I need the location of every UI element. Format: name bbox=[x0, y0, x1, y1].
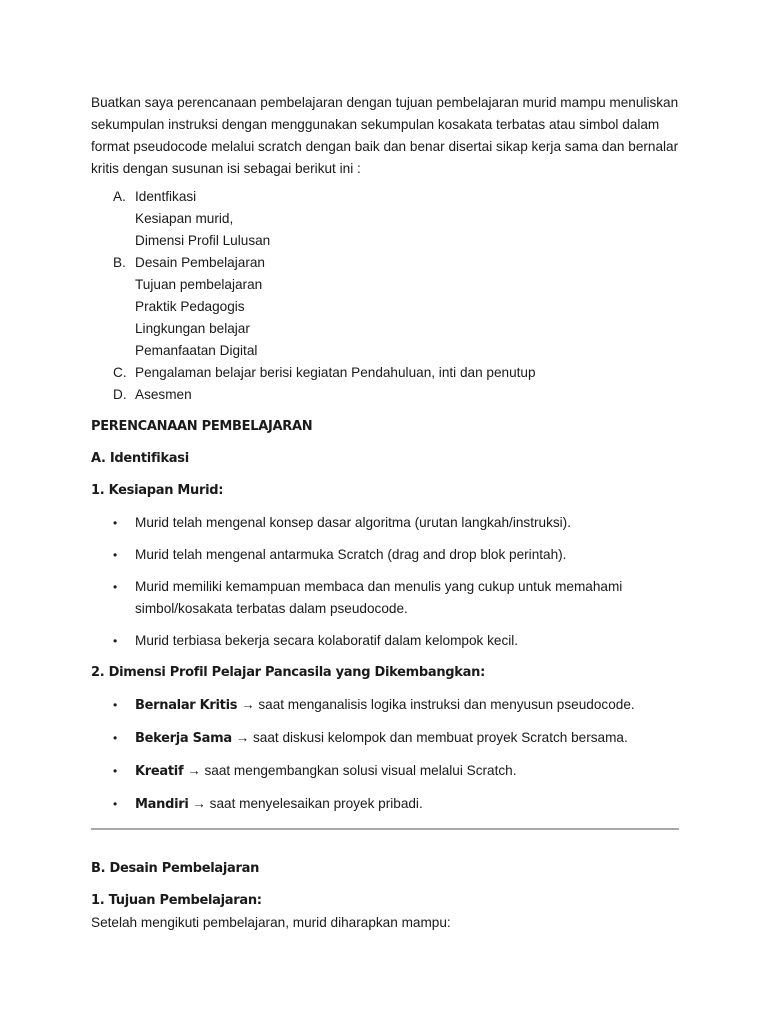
outline-line: Dimensi Profil Lulusan bbox=[135, 233, 271, 248]
dimension-term: Kreatif bbox=[135, 764, 184, 779]
list-item-text: Murid telah mengenal konsep dasar algoritma (urutan langkah/instruksi). bbox=[135, 515, 571, 530]
list-item-text: Murid terbiasa bekerja secara kolaboratif dalam kelompok kecil. bbox=[135, 633, 519, 648]
bullet-icon: • bbox=[113, 698, 118, 712]
list-item bbox=[91, 793, 679, 816]
list-item bbox=[91, 694, 679, 717]
outline-list bbox=[91, 186, 679, 406]
outline-line: Desain Pembelajaran bbox=[135, 255, 265, 270]
dimension-description: → saat mengembangkan solusi visual melalui Scratch. bbox=[183, 763, 517, 778]
bullet-icon: • bbox=[113, 764, 118, 778]
outline-letter: C. bbox=[113, 365, 127, 380]
section-divider bbox=[91, 828, 679, 830]
kesiapan-murid-heading: 1. Kesiapan Murid: bbox=[91, 483, 224, 498]
outline-item-a bbox=[91, 186, 679, 252]
outline-letter: A. bbox=[113, 189, 126, 204]
outline-body bbox=[135, 252, 679, 362]
outline-line: Identfikasi bbox=[135, 189, 197, 204]
dimension-term: Mandiri bbox=[135, 797, 189, 812]
document-page bbox=[91, 92, 679, 934]
tujuan-pembelajaran-heading: 1. Tujuan Pembelajaran: bbox=[91, 893, 262, 908]
outline-line: Tujuan pembelajaran bbox=[135, 277, 263, 292]
list-item bbox=[91, 544, 679, 566]
dimension-description: → saat menyelesaikan proyek pribadi. bbox=[188, 796, 423, 811]
bullet-icon: • bbox=[113, 731, 118, 745]
list-item-text bbox=[135, 727, 679, 750]
dimension-description: → saat menganalisis logika instruksi dan menyusun pseudocode. bbox=[237, 697, 635, 712]
bullet-icon: • bbox=[113, 548, 118, 562]
outline-item-c bbox=[91, 362, 679, 384]
dimensi-profil-heading: 2. Dimensi Profil Pelajar Pancasila yang Dikembangkan: bbox=[91, 665, 485, 680]
list-item-text: Murid memiliki kemampuan membaca dan menulis yang cukup untuk memahami simbol/kosakata terbatas dalam pseudocode. bbox=[135, 579, 623, 616]
tujuan-lead-text: Setelah mengikuti pembelajaran, murid diharapkan mampu: bbox=[91, 915, 451, 930]
list-item bbox=[91, 760, 679, 783]
outline-body bbox=[135, 384, 679, 406]
outline-line: Praktik Pedagogis bbox=[135, 299, 245, 314]
dimension-term: Bernalar Kritis bbox=[135, 698, 238, 713]
outline-line: Pemanfaatan Digital bbox=[135, 343, 258, 358]
document-title: PERENCANAAN PEMBELAJARAN bbox=[91, 419, 313, 434]
section-b-heading: B. Desain Pembelajaran bbox=[91, 861, 260, 876]
kesiapan-murid-list bbox=[91, 512, 679, 652]
outline-letter: D. bbox=[113, 387, 127, 402]
intro-paragraph: Buatkan saya perencanaan pembelajaran dengan tujuan pembelajaran murid mampu menuliskan sekumpulan instruksi dengan menggunakan sekumpulan kosakata terbatas atau simbol dalam format pseudocode melalui scratch dengan baik dan benar disertai sikap kerja sama dan bernalar kritis dengan susunan isi sebagai berikut ini : bbox=[91, 95, 679, 176]
outline-line: Pengalaman belajar berisi kegiatan Pendahuluan, inti dan penutup bbox=[135, 365, 536, 380]
outline-line: Asesmen bbox=[135, 387, 192, 402]
outline-body bbox=[135, 186, 679, 252]
bullet-icon: • bbox=[113, 516, 118, 530]
outline-item-d bbox=[91, 384, 679, 406]
list-item bbox=[91, 727, 679, 750]
list-item-text bbox=[135, 694, 679, 717]
outline-body bbox=[135, 362, 679, 384]
section-a-heading: A. Identifikasi bbox=[91, 451, 189, 466]
outline-line: Lingkungan belajar bbox=[135, 321, 250, 336]
list-item-text bbox=[135, 760, 679, 783]
list-item-text: Murid telah mengenal antarmuka Scratch (drag and drop blok perintah). bbox=[135, 547, 567, 562]
outline-item-b bbox=[91, 252, 679, 362]
bullet-icon: • bbox=[113, 580, 118, 594]
dimension-description: → saat diskusi kelompok dan membuat proyek Scratch bersama. bbox=[231, 730, 628, 745]
list-item-text bbox=[135, 793, 679, 816]
outline-line: Kesiapan murid, bbox=[135, 211, 234, 226]
outline-letter: B. bbox=[113, 255, 126, 270]
list-item bbox=[91, 512, 679, 534]
bullet-icon: • bbox=[113, 634, 118, 648]
dimension-term: Bekerja Sama bbox=[135, 731, 232, 746]
dimensi-profil-list bbox=[91, 694, 679, 816]
list-item bbox=[91, 630, 679, 652]
bullet-icon: • bbox=[113, 797, 118, 811]
list-item bbox=[91, 576, 679, 620]
